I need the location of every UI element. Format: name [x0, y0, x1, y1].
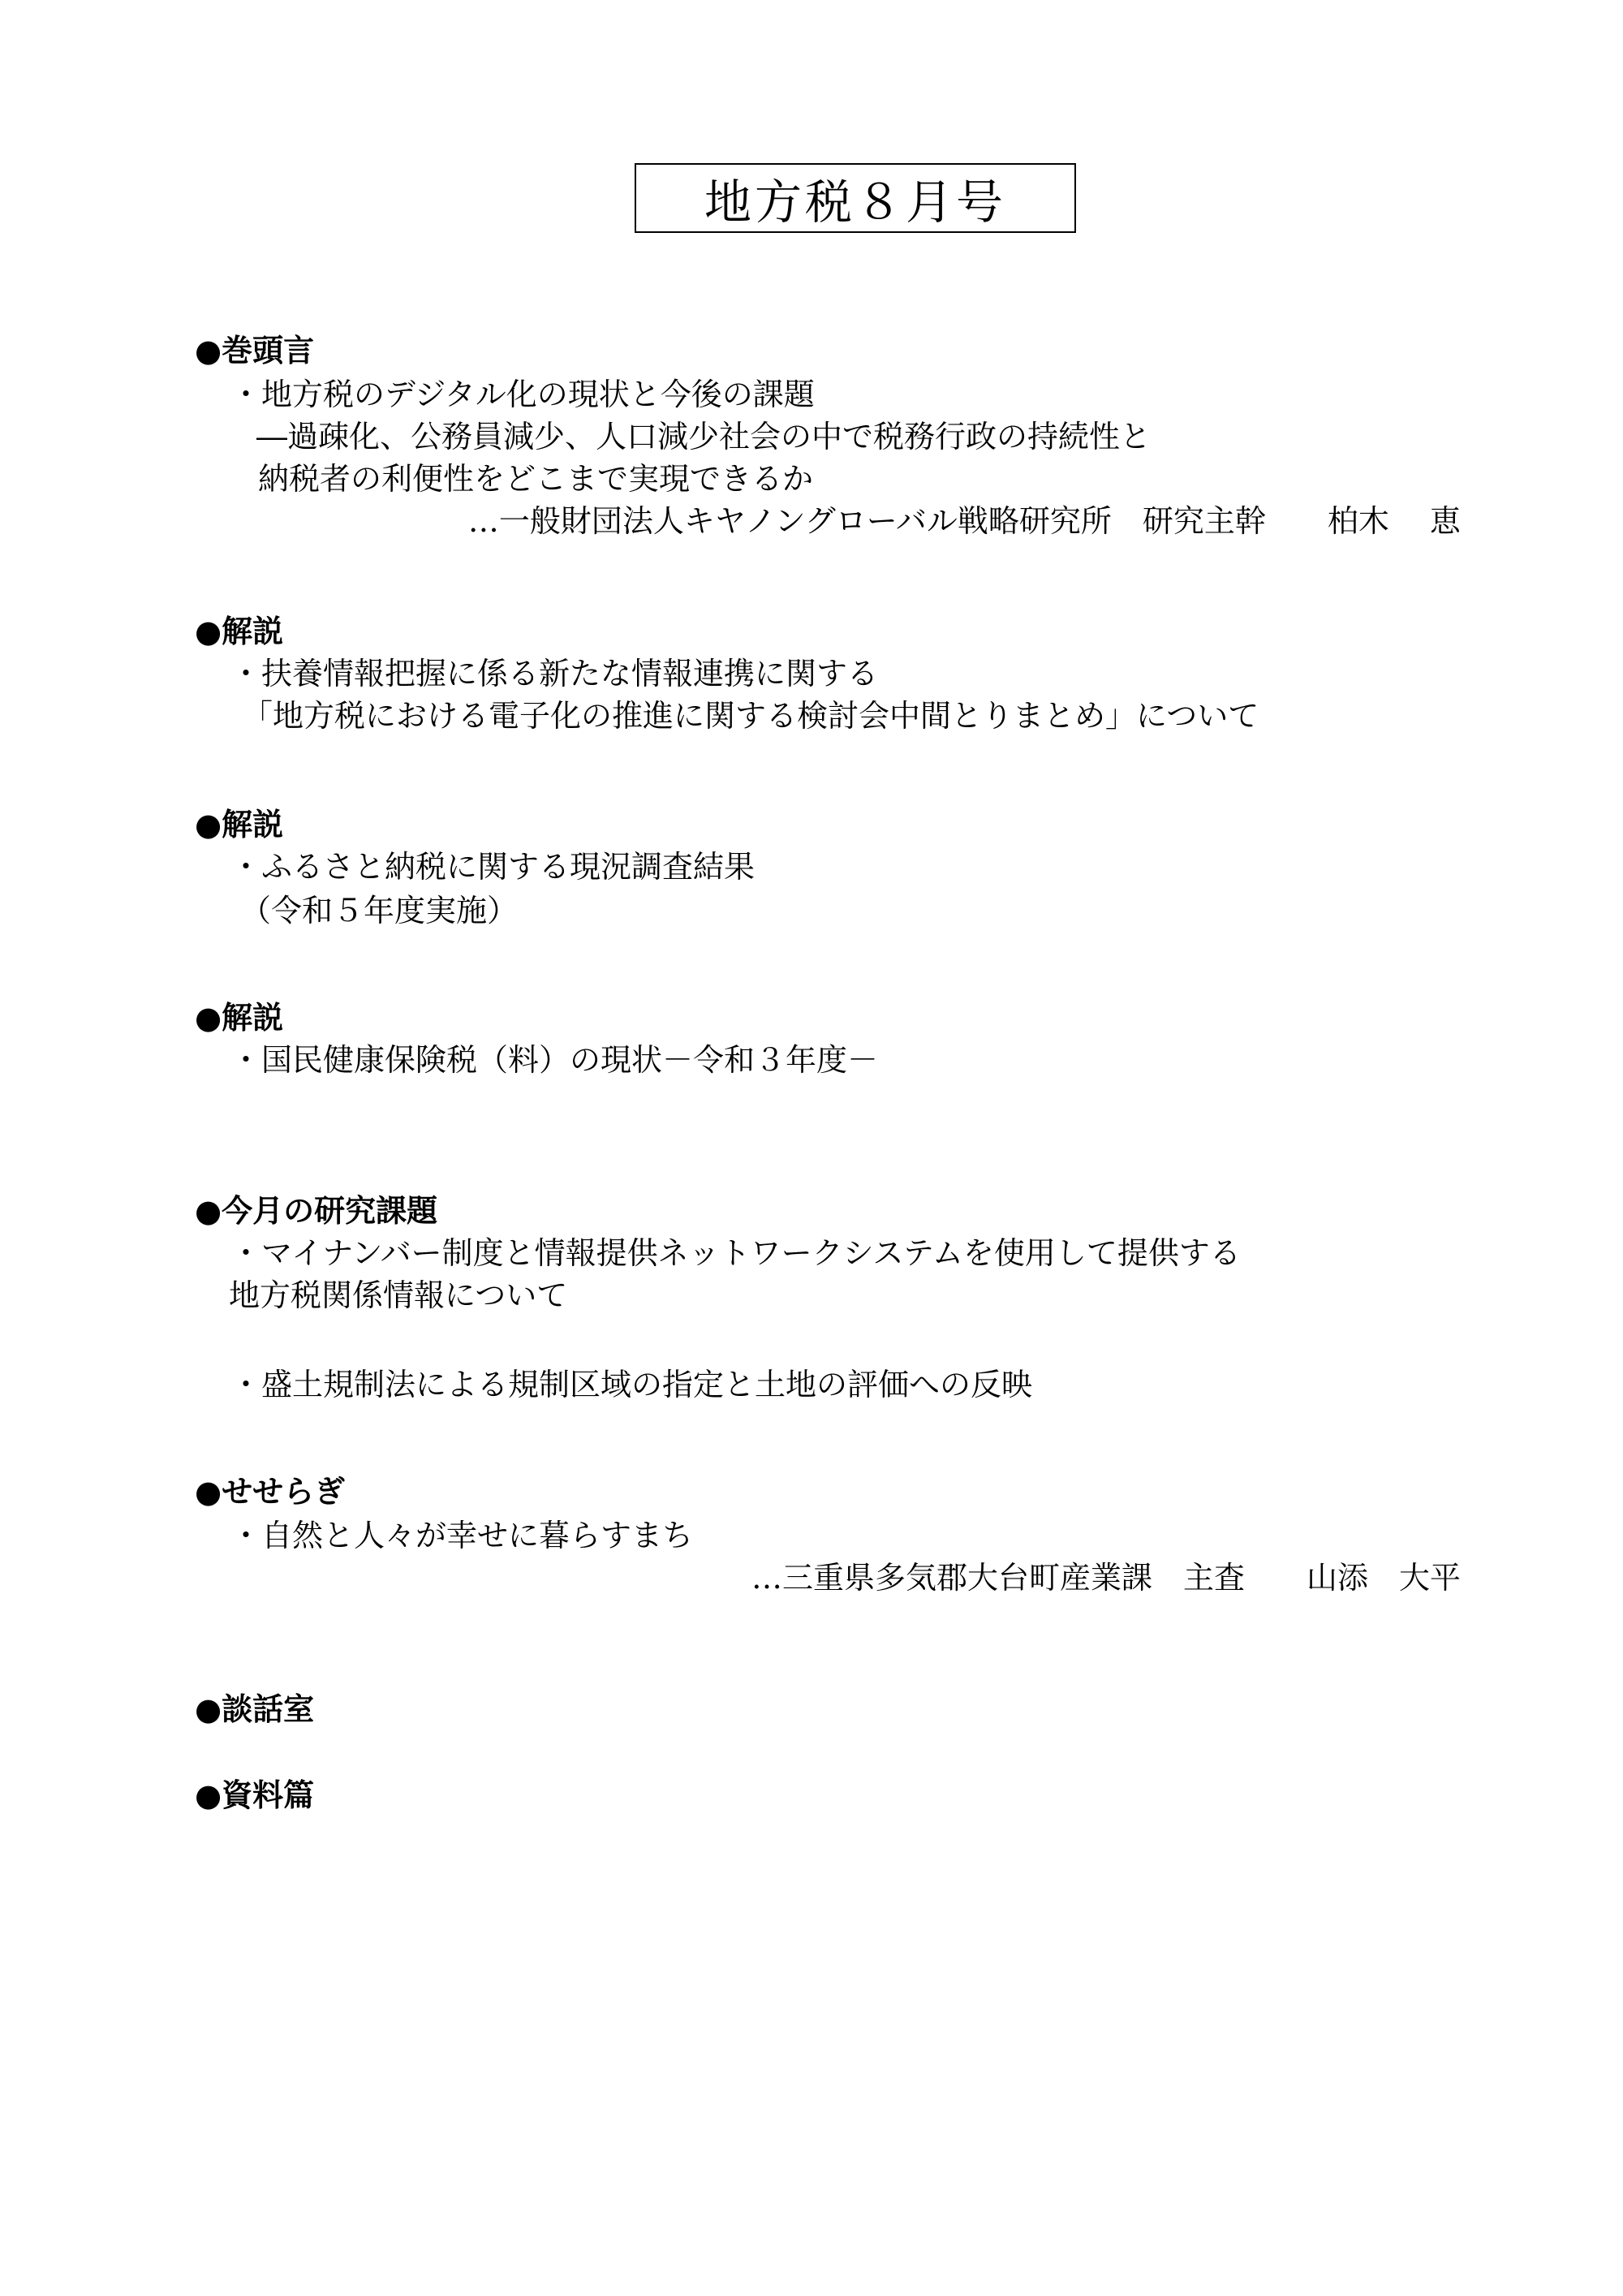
section-heading-shiryohen: ●資料篇 — [195, 1777, 315, 1813]
section-heading-kaisetsu: ●解説 — [195, 807, 284, 842]
article-title: ・マイナンバー制度と情報提供ネットワークシステムを使用して提供する — [230, 1235, 1241, 1271]
article-title: ・自然と人々が幸せに暮らすまち — [230, 1518, 694, 1553]
author-credit: …一般財団法人キヤノングローバル戦略研究所 研究主幹 柏木 恵 — [467, 503, 1461, 539]
article-title: ・盛土規制法による規制区域の指定と土地の評価への反映 — [230, 1367, 1033, 1402]
article-title: ・地方税のデジタル化の現状と今後の課題 — [230, 377, 815, 412]
article-title-line: 地方税関係情報について — [229, 1277, 568, 1313]
article-title: ・ふるさと納税に関する現況調査結果 — [230, 849, 756, 885]
article-title-line: 「地方税における電子化の推進に関する検討会中間とりまとめ」について — [242, 698, 1259, 734]
section-heading-seseragi: ●せせらぎ — [195, 1474, 346, 1510]
article-title: ・国民健康保険税（料）の現状－令和３年度－ — [230, 1042, 879, 1078]
section-heading-kantogen: ●巻頭言 — [195, 333, 315, 368]
page-title: 地方税８月号 — [635, 163, 1076, 233]
article-title: ・扶養情報把握に係る新たな情報連携に関する — [230, 656, 879, 691]
section-heading-kaisetsu: ●解説 — [195, 1000, 284, 1036]
section-heading-research: ●今月の研究課題 — [195, 1193, 438, 1229]
section-heading-kaisetsu: ●解説 — [195, 614, 284, 649]
article-subtitle-line: ―過疎化、公務員減少、人口減少社会の中で税務行政の持続性と — [256, 419, 1152, 454]
author-credit: …三重県多気郡大台町産業課 主査 山添 大平 — [751, 1560, 1461, 1596]
article-title-line: （令和５年度実施） — [240, 893, 519, 928]
article-subtitle-line: 納税者の利便性をどこまで実現できるか — [258, 461, 814, 497]
section-heading-danwashitsu: ●談話室 — [195, 1691, 315, 1727]
